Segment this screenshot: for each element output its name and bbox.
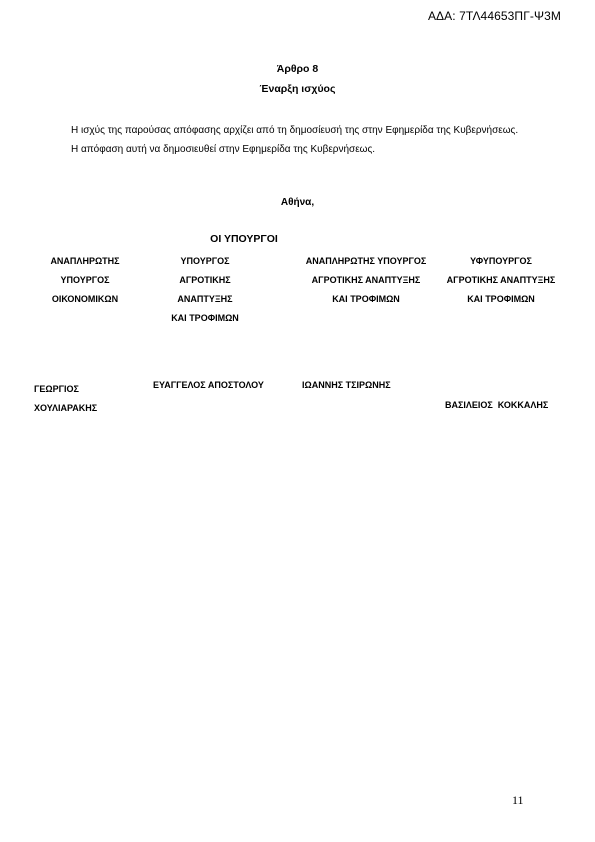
article-body xyxy=(71,121,525,159)
signatory-4-name xyxy=(445,380,548,420)
signatory-2-name xyxy=(153,380,264,390)
signatory-2-title-line: ΑΝΑΠΤΥΞΗΣ xyxy=(177,294,233,304)
signatory-2-name-line: ΕΥΑΓΓΕΛΟΣ ΑΠΟΣΤΟΛΟΥ xyxy=(153,380,264,390)
signatory-1-title xyxy=(35,252,135,309)
article-number: Άρθρο 8 xyxy=(276,63,319,75)
paragraph-publication: Η απόφαση αυτή να δημοσιευθεί στην Εφημερίδα της Κυβερνήσεως. xyxy=(71,144,376,155)
signatory-2-title-line: ΚΑΙ ΤΡΟΦΙΜΩΝ xyxy=(171,313,239,323)
signatory-1-name-line: ΓΕΩΡΓΙΟΣ xyxy=(34,384,79,394)
signatory-2-title xyxy=(155,252,255,328)
signatory-4-title-line: ΚΑΙ ΤΡΟΦΙΜΩΝ xyxy=(467,294,535,304)
signatory-1-title-line: ΥΠΟΥΡΓΟΣ xyxy=(60,275,110,285)
signatory-2-title-line: ΑΓΡΟΤΙΚΗΣ xyxy=(179,275,231,285)
signatures-heading: ΟΙ ΥΠΟΥΡΓΟΙ xyxy=(210,233,278,245)
paragraph-effective-date: Η ισχύς της παρούσας απόφασης αρχίζει από τη δημοσίευσή της στην Εφημερίδα της Κυβερνήσεως. xyxy=(71,125,519,136)
signatory-3-title xyxy=(292,252,440,309)
signatory-3-name xyxy=(302,380,391,390)
signatory-3-name-line: ΙΩΑΝΝΗΣ ΤΣΙΡΩΝΗΣ xyxy=(302,380,391,390)
article-title: Έναρξη ισχύος xyxy=(259,83,336,95)
signatory-3-title-line: ΚΑΙ ΤΡΟΦΙΜΩΝ xyxy=(332,294,400,304)
signatory-1-title-line: ΑΝΑΠΛΗΡΩΤΗΣ xyxy=(50,256,120,266)
signatory-4-title-line: ΑΓΡΟΤΙΚΗΣ ΑΝΑΠΤΥΞΗΣ xyxy=(446,275,556,285)
signatory-3-title-line: ΑΓΡΟΤΙΚΗΣ ΑΝΑΠΤΥΞΗΣ xyxy=(311,275,421,285)
signatory-4-name-line: ΒΑΣΙΛΕΙΟΣ ΚΟΚΚΑΛΗΣ xyxy=(445,400,549,410)
signatory-4-title-line: ΥΦΥΠΟΥΡΓΟΣ xyxy=(470,256,532,266)
place-date: Αθήνα, xyxy=(280,197,315,208)
signatory-1-name-line: ΧΟΥΛΙΑΡΑΚΗΣ xyxy=(34,403,98,413)
ada-code: ΑΔΑ: 7ΤΛ44653ΠΓ-Ψ3Μ xyxy=(427,9,561,23)
page-number: 11 xyxy=(512,793,524,807)
signatory-4-title xyxy=(436,252,566,309)
signatory-2-title-line: ΥΠΟΥΡΓΟΣ xyxy=(180,256,230,266)
signatory-1-name xyxy=(34,380,97,418)
signatory-1-title-line: ΟΙΚΟΝΟΜΙΚΩΝ xyxy=(51,294,119,304)
signatory-3-title-line: ΑΝΑΠΛΗΡΩΤΗΣ ΥΠΟΥΡΓΟΣ xyxy=(305,256,427,266)
